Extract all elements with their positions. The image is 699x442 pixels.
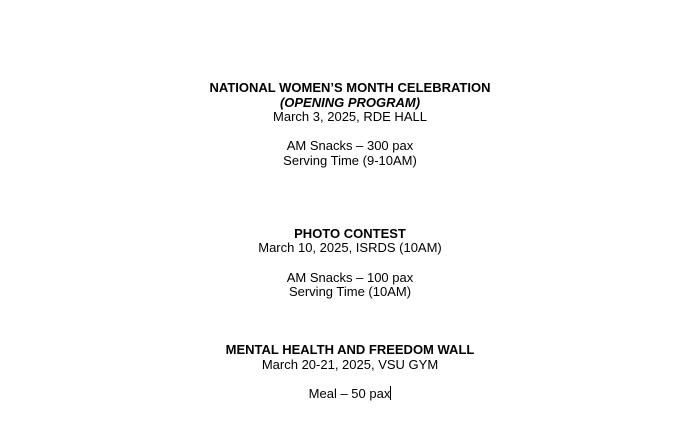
event-1-title: NATIONAL WOMEN’S MONTH CELEBRATION <box>209 80 491 95</box>
event-1-subtitle: (OPENING PROGRAM) <box>279 95 421 110</box>
event-2-food: AM Snacks – 100 pax <box>286 270 414 285</box>
event-3-food-line <box>0 386 699 401</box>
event-2-title: PHOTO CONTEST <box>294 226 406 241</box>
event-3-date-venue: March 20-21, 2025, VSU GYM <box>261 357 439 372</box>
event-3-title: MENTAL HEALTH AND FREEDOM WALL <box>225 342 475 357</box>
event-1-serving-time: Serving Time (9-10AM) <box>283 153 417 168</box>
event-1-date-venue: March 3, 2025, RDE HALL <box>273 109 427 124</box>
event-1-food: AM Snacks – 300 pax <box>286 138 414 153</box>
text-cursor <box>390 386 391 400</box>
event-2-date-venue: March 10, 2025, ISRDS (10AM) <box>258 240 442 255</box>
event-2-serving-time: Serving Time (10AM) <box>288 284 412 299</box>
event-3-food: Meal – 50 pax <box>308 386 391 401</box>
